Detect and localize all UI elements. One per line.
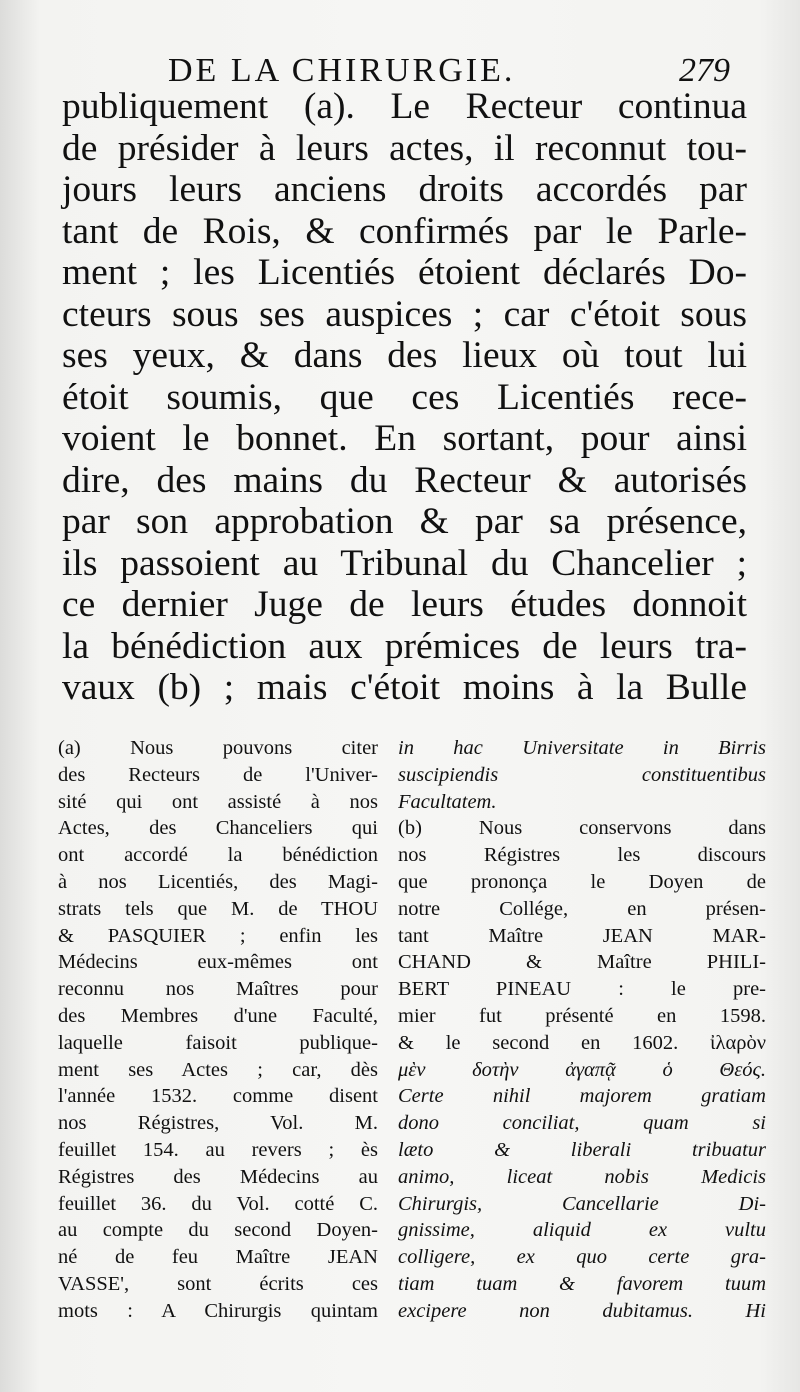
body-line: la bénédiction aux prémices de leurs tra- [62, 625, 747, 667]
footnote-line: tant Maître JEAN MAR- [398, 924, 766, 947]
footnote-line: BERT PINEAU : le pre- [398, 978, 766, 1001]
body-line: vaux (b) ; mais c'étoit moins à la Bulle [62, 667, 747, 708]
footnote-line: reconnu nos Maîtres pour [58, 978, 378, 1001]
page-number: 279 [679, 52, 730, 89]
footnote-line: VASSE', sont écrits ces [58, 1272, 378, 1295]
footnote-line: nos Régistres les discours [398, 844, 766, 867]
footnote-line: suscipiendis constituentibus [398, 763, 766, 786]
footnote-column-right [398, 735, 766, 1325]
footnote-line: notre Collége, en présen- [398, 897, 766, 920]
footnote-line: Certe nihil majorem gratiam [398, 1085, 766, 1108]
body-line: de présider à leurs actes, il reconnut tou- [62, 127, 747, 169]
footnote-line: ment ses Actes ; car, dès [58, 1058, 378, 1081]
running-head [168, 52, 730, 90]
body-line: ment ; les Licentiés étoient déclarés Do- [62, 252, 747, 293]
footnote-line: laquelle faisoit publique- [58, 1031, 378, 1054]
footnote-line: colligere, ex quo certe gra- [398, 1246, 766, 1269]
footnote-line: feuillet 154. au revers ; ès [58, 1138, 378, 1161]
body-line: étoit soumis, que ces Licentiés rece- [62, 376, 747, 418]
body-line: jours leurs anciens droits accordés par [62, 169, 747, 210]
body-line: tant de Rois, & confirmés par le Parle- [62, 210, 747, 252]
footnotes [58, 735, 768, 1325]
footnote-line: Régistres des Médecins au [58, 1165, 378, 1188]
footnote-line: læto & liberali tribuatur [398, 1138, 766, 1161]
footnote-line: Facultatem. [398, 790, 497, 813]
footnote-line: excipere non dubitamus. Hi [398, 1299, 766, 1322]
footnote-line: Médecins eux-mêmes ont [58, 951, 378, 974]
footnote-line: μὲν δοτὴν ἀγαπᾷ ὁ Θεός. [398, 1058, 766, 1081]
footnote-line: mier fut présenté en 1598. [398, 1004, 766, 1027]
body-line: par son approbation & par sa présence, [62, 501, 747, 542]
running-title: DE LA CHIRURGIE. [168, 52, 516, 89]
footnote-line: que prononça le Doyen de [398, 870, 766, 893]
footnote-line: des Membres d'une Faculté, [58, 1004, 378, 1027]
body-line: dire, des mains du Recteur & autorisés [62, 459, 747, 501]
footnote-line: mots : A Chirurgis quintam [58, 1299, 378, 1322]
footnote-line: Chirurgis, Cancellarie Di- [398, 1192, 766, 1215]
body-line: cteurs sous ses auspices ; car c'étoit sous [62, 293, 747, 335]
footnote-line: & le second en 1602. ἰλαρὸν [398, 1031, 766, 1054]
footnote-line: des Recteurs de l'Univer- [58, 763, 378, 786]
body-line: ils passoient au Tribunal du Chancelier ; [62, 542, 747, 584]
footnote-line: feuillet 36. du Vol. cotté C. [58, 1192, 378, 1215]
footnote-line: nos Régistres, Vol. M. [58, 1112, 378, 1135]
footnote-column-left [58, 735, 378, 1325]
footnote-line: strats tels que M. de THOU [58, 897, 378, 920]
footnote-line: in hac Universitate in Birris [398, 737, 766, 759]
footnote-line: sité qui ont assisté à nos [58, 790, 378, 813]
body-line: publiquement (a). Le Recteur continua [62, 86, 747, 127]
body-line: voient le bonnet. En sortant, pour ainsi [62, 418, 747, 459]
footnote-line: CHAND & Maître PHILI- [398, 951, 766, 974]
footnote-line: l'année 1532. comme disent [58, 1085, 378, 1108]
footnote-line: ont accordé la bénédiction [58, 844, 378, 867]
footnote-line: dono conciliat, quam si [398, 1112, 766, 1135]
footnote-line: à nos Licentiés, des Magi- [58, 870, 378, 893]
body-line: ses yeux, & dans des lieux où tout lui [62, 335, 747, 376]
footnote-line: (a) Nous pouvons citer [58, 737, 378, 759]
body-line: ce dernier Juge de leurs études donnoit [62, 584, 747, 625]
footnote-line: au compte du second Doyen- [58, 1219, 378, 1242]
body-text [62, 86, 747, 709]
footnote-line: (b) Nous conservons dans [398, 817, 766, 840]
footnote-line: tiam tuam & favorem tuum [398, 1272, 766, 1295]
footnote-line: gnissime, aliquid ex vultu [398, 1219, 766, 1242]
footnote-line: né de feu Maître JEAN [58, 1246, 378, 1269]
footnote-line: animo, liceat nobis Medicis [398, 1165, 766, 1188]
footnote-line: & PASQUIER ; enfin les [58, 924, 378, 947]
footnote-line: Actes, des Chanceliers qui [58, 817, 378, 840]
